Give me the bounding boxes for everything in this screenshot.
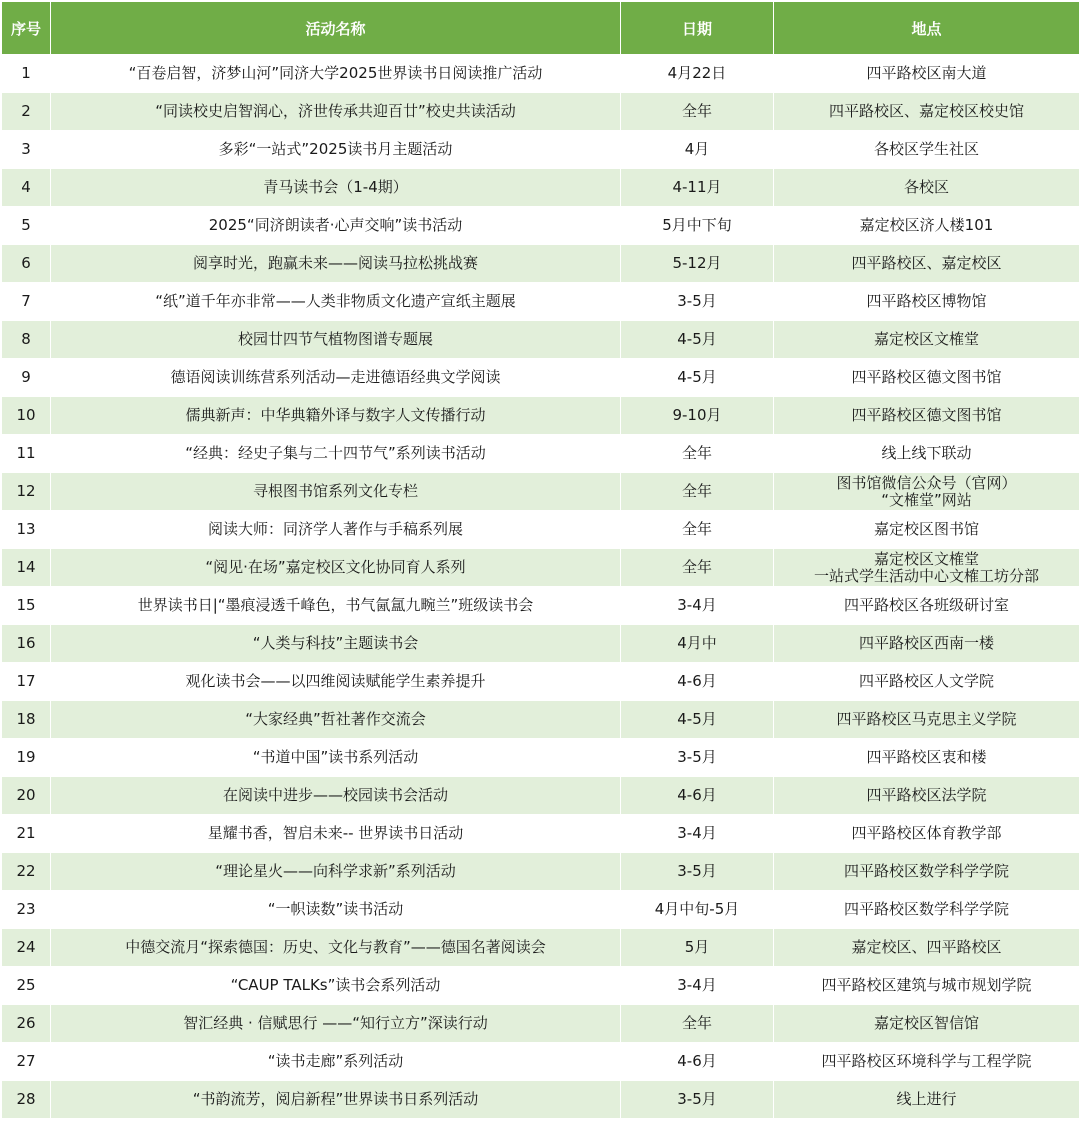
table-row <box>2 891 1080 929</box>
cell-activity-name: 儒典新声：中华典籍外译与数字人文传播行动 <box>51 397 621 435</box>
cell-date: 4月中旬-5月 <box>621 891 774 929</box>
cell-activity-name: “理论星火——向科学求新”系列活动 <box>51 853 621 891</box>
cell-activity-name: 2025“同济朗读者·心声交响”读书活动 <box>51 207 621 245</box>
cell-serial-number: 6 <box>2 245 51 283</box>
cell-date: 3-5月 <box>621 853 774 891</box>
cell-date: 4-6月 <box>621 663 774 701</box>
cell-serial-number: 5 <box>2 207 51 245</box>
table-row <box>2 397 1080 435</box>
header-location: 地点 <box>774 2 1080 55</box>
location-line: 四平路校区体育教学部 <box>851 824 1002 842</box>
cell-activity-name: 阅享时光，跑赢未来——阅读马拉松挑战赛 <box>51 245 621 283</box>
cell-location <box>774 549 1080 587</box>
cell-date: 4-5月 <box>621 701 774 739</box>
table-row <box>2 625 1080 663</box>
location-line: 四平路校区各班级研讨室 <box>843 596 1009 614</box>
cell-activity-name: 星耀书香，智启未来-- 世界读书日活动 <box>51 815 621 853</box>
location-line: 四平路校区环境科学与工程学院 <box>821 1052 1032 1070</box>
header-activity-name: 活动名称 <box>51 2 621 55</box>
location-line: 四平路校区数学科学学院 <box>843 862 1009 880</box>
cell-date: 4-11月 <box>621 169 774 207</box>
location-line: 四平路校区南大道 <box>866 64 987 82</box>
cell-serial-number: 13 <box>2 511 51 549</box>
location-line: 四平路校区西南一楼 <box>858 634 994 652</box>
cell-activity-name: “阅见·在场”嘉定校区文化协同育人系列 <box>51 549 621 587</box>
table-row <box>2 435 1080 473</box>
table-row <box>2 549 1080 587</box>
cell-date: 5月中下旬 <box>621 207 774 245</box>
cell-date: 全年 <box>621 93 774 131</box>
cell-date: 3-4月 <box>621 587 774 625</box>
table-row <box>2 929 1080 967</box>
cell-serial-number: 27 <box>2 1043 51 1081</box>
header-serial-number: 序号 <box>2 2 51 55</box>
cell-location <box>774 283 1080 321</box>
cell-serial-number: 24 <box>2 929 51 967</box>
cell-location <box>774 587 1080 625</box>
location-line: 四平路校区、嘉定校区 <box>851 254 1002 272</box>
cell-activity-name: “人类与科技”主题读书会 <box>51 625 621 663</box>
table-row <box>2 701 1080 739</box>
cell-location <box>774 93 1080 131</box>
cell-serial-number: 10 <box>2 397 51 435</box>
cell-location <box>774 625 1080 663</box>
cell-location <box>774 815 1080 853</box>
table-row <box>2 511 1080 549</box>
activity-table <box>1 1 1080 1119</box>
cell-date: 3-5月 <box>621 283 774 321</box>
cell-date: 4-6月 <box>621 777 774 815</box>
location-line: 线上进行 <box>896 1090 957 1108</box>
table-row <box>2 359 1080 397</box>
cell-date: 全年 <box>621 549 774 587</box>
cell-activity-name: “书道中国”读书系列活动 <box>51 739 621 777</box>
location-line: 嘉定校区文榷堂 <box>873 330 979 348</box>
cell-activity-name: “大家经典”哲社著作交流会 <box>51 701 621 739</box>
location-line: 四平路校区、嘉定校区校史馆 <box>828 102 1024 120</box>
cell-location <box>774 739 1080 777</box>
table-header-row <box>2 2 1080 55</box>
location-line: 嘉定校区智信馆 <box>873 1014 979 1032</box>
cell-activity-name: 世界读书日|“墨痕浸透千峰色，书气氤氲九畹兰”班级读书会 <box>51 587 621 625</box>
cell-date: 4-6月 <box>621 1043 774 1081</box>
cell-activity-name: “纸”道千年亦非常——人类非物质文化遗产宣纸主题展 <box>51 283 621 321</box>
location-line: 嘉定校区文榷堂 <box>873 549 979 568</box>
cell-activity-name: “百卷启智，济梦山河”同济大学2025世界读书日阅读推广活动 <box>51 55 621 93</box>
cell-location <box>774 1043 1080 1081</box>
cell-activity-name: 寻根图书馆系列文化专栏 <box>51 473 621 511</box>
cell-date: 全年 <box>621 1005 774 1043</box>
cell-activity-name: 多彩“一站式”2025读书月主题活动 <box>51 131 621 169</box>
location-line: 四平路校区德文图书馆 <box>851 406 1002 424</box>
table-body <box>2 55 1080 1119</box>
cell-location <box>774 55 1080 93</box>
location-line: 图书馆微信公众号（官网） <box>836 473 1017 492</box>
cell-date: 3-5月 <box>621 739 774 777</box>
cell-location <box>774 511 1080 549</box>
header-date: 日期 <box>621 2 774 55</box>
table-row <box>2 1081 1080 1119</box>
cell-activity-name: 德语阅读训练营系列活动—走进德语经典文学阅读 <box>51 359 621 397</box>
cell-location <box>774 435 1080 473</box>
cell-location <box>774 245 1080 283</box>
location-line: 四平路校区衷和楼 <box>866 748 987 766</box>
table-row <box>2 663 1080 701</box>
cell-date: 4-5月 <box>621 321 774 359</box>
cell-location <box>774 967 1080 1005</box>
cell-location <box>774 1005 1080 1043</box>
table-row <box>2 853 1080 891</box>
cell-location <box>774 701 1080 739</box>
location-line: 四平路校区德文图书馆 <box>851 368 1002 386</box>
cell-location <box>774 359 1080 397</box>
cell-serial-number: 7 <box>2 283 51 321</box>
cell-date: 全年 <box>621 511 774 549</box>
cell-location <box>774 891 1080 929</box>
cell-date: 4月22日 <box>621 55 774 93</box>
cell-serial-number: 8 <box>2 321 51 359</box>
cell-activity-name: 校园廿四节气植物图谱专题展 <box>51 321 621 359</box>
table-row <box>2 967 1080 1005</box>
cell-date: 3-4月 <box>621 967 774 1005</box>
cell-serial-number: 23 <box>2 891 51 929</box>
cell-location <box>774 169 1080 207</box>
cell-serial-number: 4 <box>2 169 51 207</box>
table-row <box>2 55 1080 93</box>
cell-activity-name: 青马读书会（1-4期） <box>51 169 621 207</box>
cell-serial-number: 21 <box>2 815 51 853</box>
cell-serial-number: 28 <box>2 1081 51 1119</box>
cell-location <box>774 1081 1080 1119</box>
cell-date: 5-12月 <box>621 245 774 283</box>
location-line: 嘉定校区济人楼101 <box>859 216 994 234</box>
table-row <box>2 283 1080 321</box>
table-row <box>2 321 1080 359</box>
cell-serial-number: 1 <box>2 55 51 93</box>
cell-date: 3-5月 <box>621 1081 774 1119</box>
cell-serial-number: 9 <box>2 359 51 397</box>
table-row <box>2 739 1080 777</box>
table-row <box>2 169 1080 207</box>
cell-location <box>774 929 1080 967</box>
cell-location <box>774 853 1080 891</box>
location-line: 四平路校区数学科学学院 <box>843 900 1009 918</box>
cell-activity-name: 中德交流月“探索德国：历史、文化与教育”——德国名著阅读会 <box>51 929 621 967</box>
cell-activity-name: “读书走廊”系列活动 <box>51 1043 621 1081</box>
table-row <box>2 93 1080 131</box>
cell-serial-number: 14 <box>2 549 51 587</box>
cell-location <box>774 321 1080 359</box>
cell-activity-name: “CAUP TALKs”读书会系列活动 <box>51 967 621 1005</box>
cell-activity-name: “书韵流芳，阅启新程”世界读书日系列活动 <box>51 1081 621 1119</box>
cell-serial-number: 25 <box>2 967 51 1005</box>
cell-serial-number: 12 <box>2 473 51 511</box>
table-row <box>2 207 1080 245</box>
cell-date: 4月中 <box>621 625 774 663</box>
location-line: “文榷堂”网站 <box>881 490 972 509</box>
cell-location <box>774 663 1080 701</box>
cell-serial-number: 3 <box>2 131 51 169</box>
cell-location <box>774 473 1080 511</box>
cell-serial-number: 11 <box>2 435 51 473</box>
table-row <box>2 1005 1080 1043</box>
location-line: 四平路校区马克思主义学院 <box>836 710 1017 728</box>
table-row <box>2 245 1080 283</box>
cell-activity-name: 在阅读中进步——校园读书会活动 <box>51 777 621 815</box>
table-row <box>2 587 1080 625</box>
table-row <box>2 131 1080 169</box>
cell-serial-number: 22 <box>2 853 51 891</box>
location-line: 嘉定校区、四平路校区 <box>851 938 1002 956</box>
cell-serial-number: 20 <box>2 777 51 815</box>
location-line: 各校区 <box>903 178 949 196</box>
cell-serial-number: 15 <box>2 587 51 625</box>
cell-serial-number: 17 <box>2 663 51 701</box>
location-line: 四平路校区法学院 <box>866 786 987 804</box>
location-line: 四平路校区人文学院 <box>858 672 994 690</box>
cell-date: 4-5月 <box>621 359 774 397</box>
cell-location <box>774 131 1080 169</box>
cell-date: 4月 <box>621 131 774 169</box>
location-line: 一站式学生活动中心文榷工坊分部 <box>813 566 1039 585</box>
location-line: 线上线下联动 <box>881 444 972 462</box>
cell-serial-number: 16 <box>2 625 51 663</box>
cell-activity-name: “同读校史启智润心，济世传承共迎百廿”校史共读活动 <box>51 93 621 131</box>
cell-date: 全年 <box>621 435 774 473</box>
cell-location <box>774 777 1080 815</box>
cell-activity-name: “经典：经史子集与二十四节气”系列读书活动 <box>51 435 621 473</box>
cell-activity-name: 观化读书会——以四维阅读赋能学生素养提升 <box>51 663 621 701</box>
cell-date: 3-4月 <box>621 815 774 853</box>
location-line: 嘉定校区图书馆 <box>873 520 979 538</box>
cell-activity-name: 智汇经典 · 信赋思行 ——“知行立方”深读行动 <box>51 1005 621 1043</box>
cell-activity-name: “一帜读数”读书活动 <box>51 891 621 929</box>
location-line: 各校区学生社区 <box>873 140 979 158</box>
cell-serial-number: 2 <box>2 93 51 131</box>
table-row <box>2 815 1080 853</box>
cell-serial-number: 26 <box>2 1005 51 1043</box>
table-row <box>2 473 1080 511</box>
cell-serial-number: 18 <box>2 701 51 739</box>
cell-location <box>774 207 1080 245</box>
cell-date: 5月 <box>621 929 774 967</box>
table-row <box>2 1043 1080 1081</box>
table-row <box>2 777 1080 815</box>
cell-activity-name: 阅读大师：同济学人著作与手稿系列展 <box>51 511 621 549</box>
location-line: 四平路校区建筑与城市规划学院 <box>821 976 1032 994</box>
cell-date: 全年 <box>621 473 774 511</box>
location-line: 四平路校区博物馆 <box>866 292 987 310</box>
cell-location <box>774 397 1080 435</box>
cell-date: 9-10月 <box>621 397 774 435</box>
cell-serial-number: 19 <box>2 739 51 777</box>
